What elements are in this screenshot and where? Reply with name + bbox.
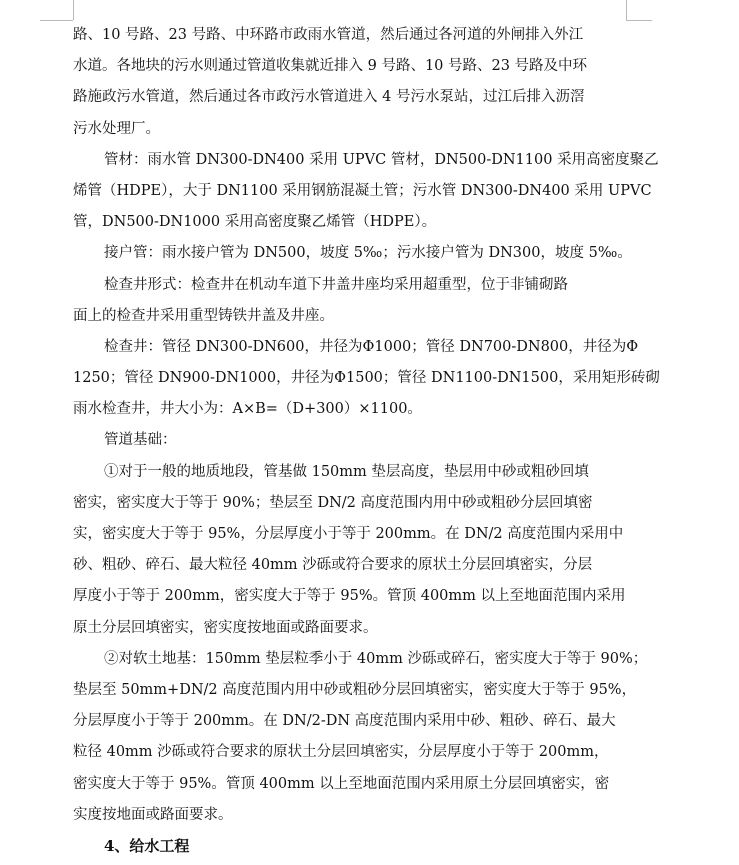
text-line: 实度按地面或路面要求。: [73, 806, 233, 823]
text-line: 面上的检查井采用重型铸铁井盖及井座。: [73, 307, 334, 324]
text-line: ②对软土地基：150mm 垫层粒季小于 40mm 沙砾或碎石，密实度大于等于 90%；: [104, 650, 648, 667]
text-line: 1250；管径 DN900-DN1000，井径为Φ1500；管径 DN1100-DN1500，采用矩形砖砌: [73, 370, 660, 387]
text-line: 路、10 号路、23 号路、中环路市政雨水管道，然后通过各河道的外闸排入外江: [73, 27, 584, 43]
section-heading: 4、给水工程: [104, 836, 190, 855]
text-line: 管道基础：: [104, 432, 177, 449]
text-line: 检查井形式：检查井在机动车道下井盖井座均采用超重型，位于非铺砌路: [104, 276, 568, 293]
text-line: 原土分层回填密实，密实度按地面或路面要求。: [73, 619, 378, 636]
text-line: 路施政污水管道，然后通过各市政污水管道进入 4 号污水泵站，过江后排入沥滘: [73, 89, 585, 106]
text-line: ①对于一般的地质地段，管基做 150mm 垫层高度，垫层用中砂或粗砂回填: [104, 463, 589, 480]
text-line: 管，DN500-DN1000 采用高密度聚乙烯管（HDPE）。: [73, 214, 437, 231]
document-body: [73, 20, 660, 862]
text-line: 分层厚度小于等于 200mm。在 DN/2-DN 高度范围内采用中砂、粗砂、碎石、最大: [73, 713, 616, 730]
text-line: 水道。各地块的污水则通过管道收集就近排入 9 号路、10 号路、23 号路及中环: [73, 58, 588, 75]
text-line: 实，密实度大于等于 95%，分层厚度小于等于 200mm。在 DN/2 高度范围内采用中: [73, 526, 624, 542]
text-line: 厚度小于等于 200mm，密实度大于等于 95%。管顶 400mm 以上至地面范围内采用: [73, 588, 626, 605]
crop-mark-right: [626, 0, 627, 20]
text-line: 接户管：雨水接户管为 DN500，坡度 5‰；污水接户管为 DN300，坡度 5‰。: [104, 245, 632, 262]
text-line: 砂、粗砂、碎石、最大粒径 40mm 沙砾或符合要求的原状土分层回填密实，分层: [73, 557, 593, 574]
text-line: 烯管（HDPE），大于 DN1100 采用钢筋混凝土管；污水管 DN300-DN400 采用 UPVC: [73, 182, 652, 199]
text-line: 粒径 40mm 沙砾或符合要求的原状土分层回填密实，分层厚度小于等于 200mm，: [73, 744, 609, 761]
text-line: 密实度大于等于 95%。管顶 400mm 以上至地面范围内采用原土分层回填密实，密: [73, 775, 610, 792]
crop-mark-left: [73, 0, 74, 20]
text-line: 垫层至 50mm+DN/2 高度范围内用中砂或粗砂分层回填密实，密实度大于等于 95%，: [73, 681, 637, 698]
text-line: 雨水检查井，井大小为：A×B=（D+300）×1100。: [73, 401, 422, 418]
text-line: 密实，密实度大于等于 90%；垫层至 DN/2 高度范围内用中砂或粗砂分层回填密: [73, 494, 593, 511]
text-line: 检查井：管径 DN300-DN600，井径为Φ1000；管径 DN700-DN800，井径为Φ: [104, 338, 639, 355]
text-line: 污水处理厂。: [73, 120, 160, 137]
text-line: 管材：雨水管 DN300-DN400 采用 UPVC 管材，DN500-DN1100 采用高密度聚乙: [104, 151, 659, 168]
crop-mark-left-h: [40, 20, 73, 21]
